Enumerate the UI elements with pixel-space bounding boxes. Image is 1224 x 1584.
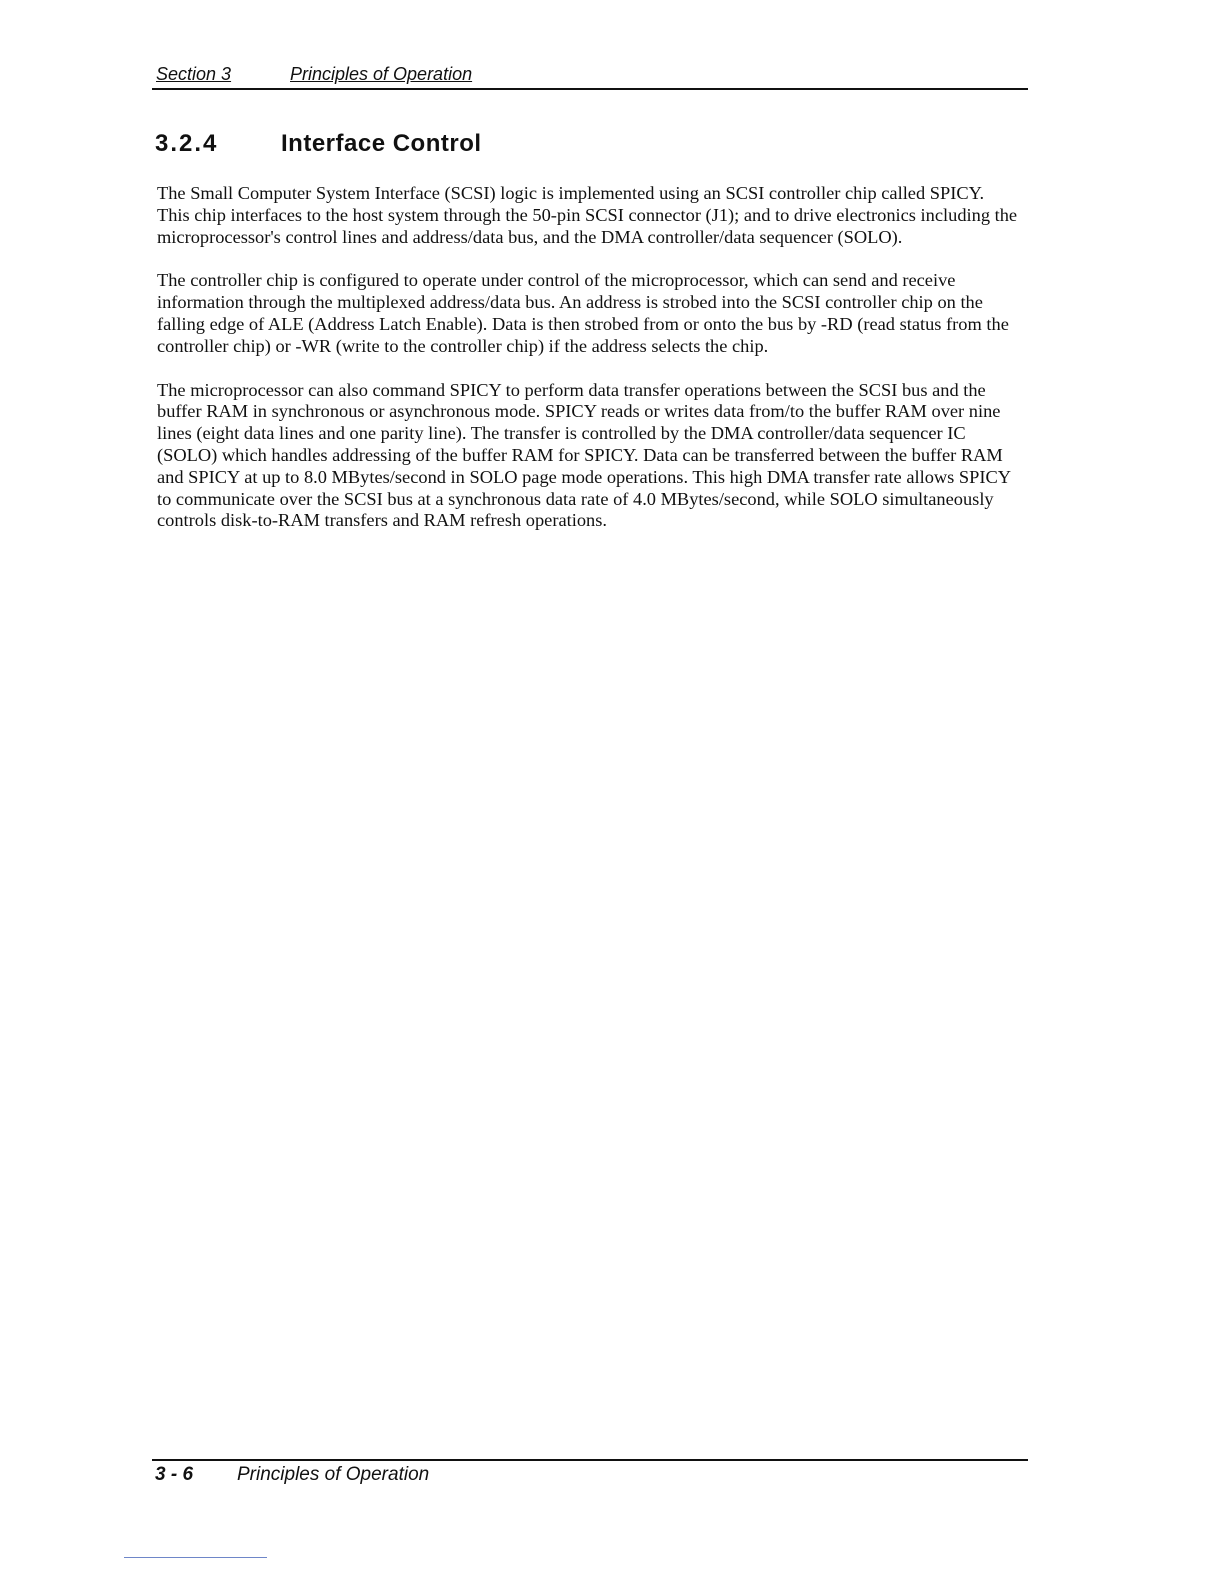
footer-title: Principles of Operation [237,1464,430,1485]
section-title: Interface Control [281,130,482,157]
header-section-label: Section 3 [156,64,232,84]
header-chapter-title: Principles of Operation [290,64,473,84]
page-footer [155,1463,429,1487]
paragraph: The controller chip is configured to operate under control of the microprocessor, which can send and receive information through the multiplexed address/data bus. An address is strobed into the SCSI controller chip on the falling edge of ALE (Address Latch Enable). Data is then strobed from or onto the bus by -RD (read status from the controller chip) or -WR (write to the controller chip) if the address selects the chip. [157,270,1009,356]
running-header [152,62,1028,90]
section-number: 3.2.4 [155,130,219,157]
scan-edge-rule [124,1557,267,1558]
paragraph: The Small Computer System Interface (SCSI) logic is implemented using an SCSI controller chip called SPICY. This chip interfaces to the host system through the 50-pin SCSI connector (J1); and to drive electronics including the microprocessor's control lines and address/data bus, and the DMA controller/data sequencer (SOLO). [157,183,1018,247]
footer-rule [152,1459,1028,1461]
body-text [157,183,1019,554]
paragraph: The microprocessor can also command SPICY to perform data transfer operations between the SCSI bus and the buffer RAM in synchronous or asynchronous mode. SPICY reads or writes data from/to the buffer RAM over nine lines (eight data lines and one parity line). The transfer is controlled by the DMA controller/data sequencer IC (SOLO) which handles addressing of the buffer RAM for SPICY. Data can be transferred between the buffer RAM and SPICY at up to 8.0 MBytes/second in SOLO page mode operations. This high DMA transfer rate allows SPICY to communicate over the SCSI bus at a synchronous data rate of 4.0 MBytes/second, while SOLO simultaneously controls disk-to-RAM transfers and RAM refresh operations. [157,379,1011,531]
page-number: 3 - 6 [155,1464,194,1485]
section-heading [155,128,482,160]
